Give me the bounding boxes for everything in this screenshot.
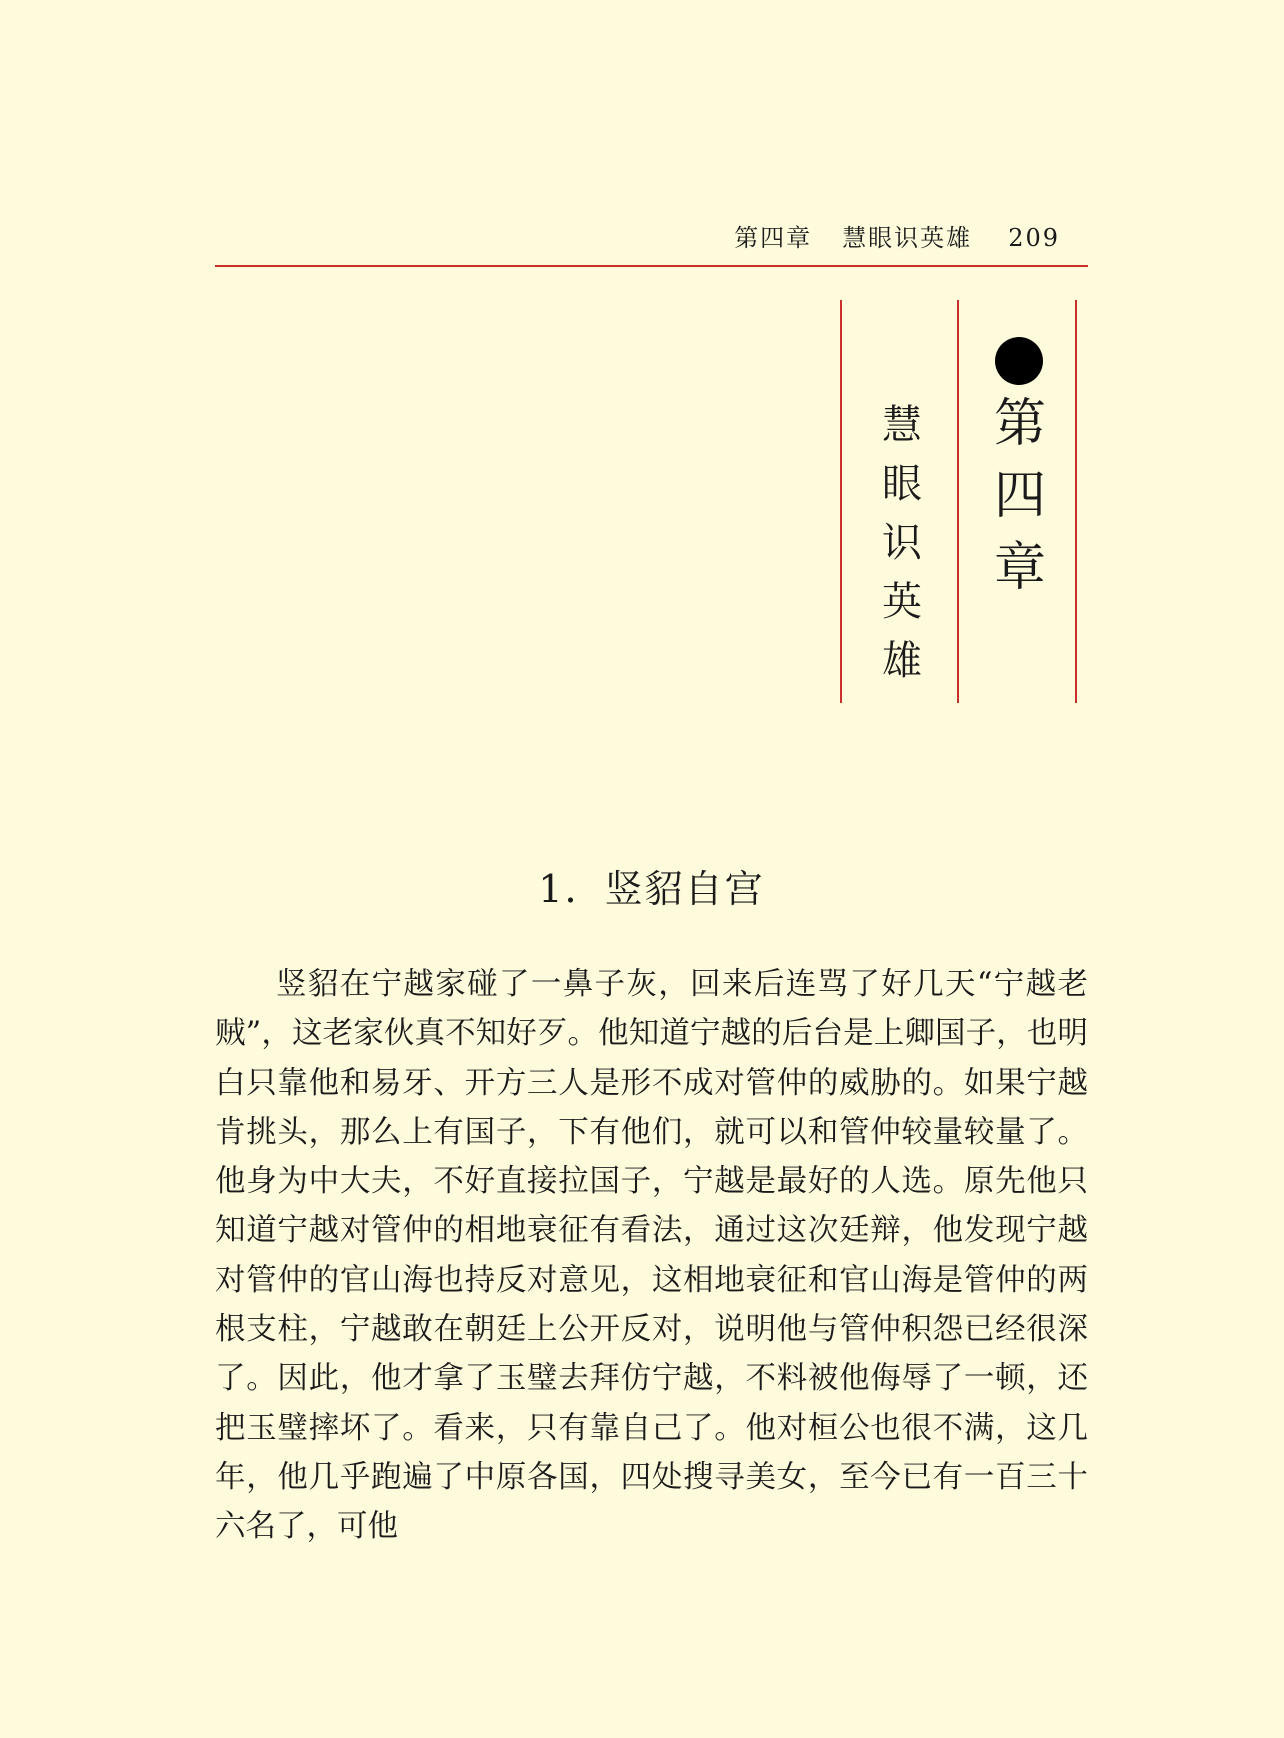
running-head-title: 慧眼识英雄 (842, 224, 973, 252)
chapter-char: 四 (993, 466, 1046, 526)
title-char: 雄 (882, 638, 922, 684)
chapter-frame-line-right (1075, 300, 1077, 703)
section-heading: 1．竖貂自宫 (538, 867, 765, 911)
header-rule (215, 265, 1088, 267)
running-head (215, 218, 1060, 253)
chapter-title-vertical (874, 402, 930, 700)
chapter-frame-line-middle (957, 300, 959, 703)
running-head-chapter: 第四章 (734, 224, 813, 252)
title-char: 英 (882, 579, 922, 625)
page-number: 209 (1008, 224, 1060, 252)
title-char: 慧 (882, 402, 922, 448)
title-char: 眼 (882, 461, 922, 507)
title-char: 识 (882, 520, 922, 566)
chapter-number-vertical (990, 394, 1050, 614)
body-paragraph: 竖貂在宁越家碰了一鼻子灰，回来后连骂了好几天“宁越老贼”，这老家伙真不知好歹。他知道宁越的后台是上卿国子，也明白只靠他和易牙、开方三人是形不成对管仲的威胁的。如果宁越肯挑头，那么上有国子，下有他们，就可以和管仲较量较量了。他身为中大夫，不好直接拉国子，宁越是最好的人选。原先他只知道宁越对管仲的相地衰征有看法，通过这次廷辩，他发现宁越对管仲的官山海也持反对意见，这相地衰征和官山海是管仲的两根支柱，宁越敢在朝廷上公开反对，说明他与管仲积怨已经很深了。因此，他才拿了玉璧去拜仿宁越，不料被他侮辱了一顿，还把玉璧摔坏了。看来，只有靠自己了。他对桓公也很不满，这几年，他几乎跑遍了中原各国，四处搜寻美女，至今已有一百三十六名了，可他 (215, 967, 1088, 1545)
chapter-char: 章 (993, 538, 1046, 598)
chapter-char: 第 (993, 394, 1046, 454)
chapter-frame-line-left (840, 300, 842, 703)
chapter-bullet-icon (995, 337, 1043, 385)
